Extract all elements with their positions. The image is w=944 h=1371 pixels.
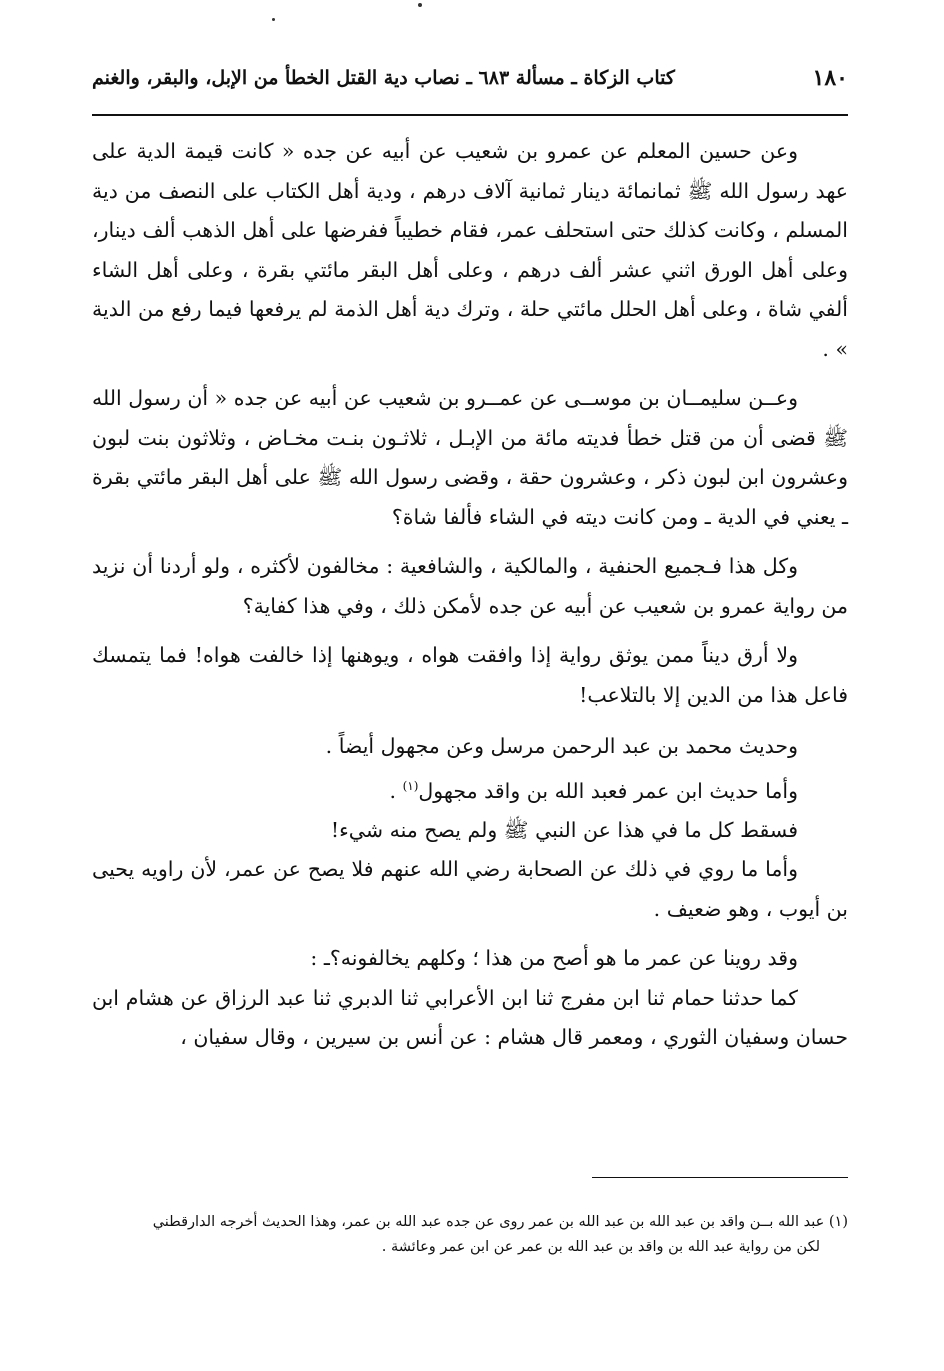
footnote-marker: (١) — [828, 1214, 848, 1230]
body-text — [92, 132, 848, 1068]
paragraph: كما حدثنا حمام ثنا ابن مفرج ثنا ابن الأعرابي ثنا الدبري ثنا عبد الرزاق عن هشام ابن حسان وسفيان الثوري ، ومعمر قال هشام : عن أنس بن سيرين ، وقال سفيان ، — [92, 985, 848, 1050]
footnote-text: عبد الله بــن واقد بن عبد الله بن عبد الله بن عمر روى عن جده عبد الله بن عمر، وهذا الحديث أخرجه الدارقطني — [152, 1214, 825, 1230]
paragraph: ولا أرق ديناً ممن يوثق رواية إذا وافقت هواه ، ويوهنها إذا خالفت هواه! فما يتمسك فاعل هذا من الدين إلا بالتلاعب! — [92, 643, 848, 707]
paragraph: وأما ما روي في ذلك عن الصحابة رضي الله عنهم فلا يصح عن عمر، لأن راويه يحيى بن أيوب ، وهو ضعيف . — [92, 857, 848, 921]
short-line: وحديث محمد بن عبد الرحمن مرسل وعن مجهول أيضاً . — [325, 734, 798, 758]
scan-speck — [272, 18, 275, 21]
short-line-with-footnote — [92, 767, 848, 811]
paragraph: وكل هذا فـجميع الحنفية ، والمالكية ، والشافعية : مخالفون لأكثره ، ولو أردنا أن نزيد من رواية عمرو بن شعيب عن أبيه عن جده لأمكن ذلك ، وفي هذا كفاية؟ — [92, 554, 848, 618]
short-line: فسقط كل ما في هذا عن النبي ﷺ ولم يصح منه شيء! — [330, 817, 798, 842]
scan-speck — [418, 3, 422, 7]
running-title: كتاب الزكاة ـ مسألة ٦٨٣ ـ نصاب دية القتل الخطأ من الإبل، والبقر، والغنم — [92, 67, 675, 89]
paragraph: وعن حسين المعلم عن عمرو بن شعيب عن أبيه عن جده « كانت قيمة الدية على عهد رسول الله ﷺ ثمانمائة دينار ثمانية آلاف درهم ، ودية أهل الكتاب على النصف من دية المسلم ، وكانت كذلك حتى استحلف عمر، فقام خطيباً ففرضها على أهل الذهب ألف دينار، وعلى أهل الورق اثني عشر ألف درهم ، وعلى أهل البقر مائتي بقرة ، وعلى أهل الشاء ألفي شاة ، وعلى أهل الحلل مائتي حلة ، وترك دية أهل الذمة لم يرفعها فيما رفع من الدية » . — [92, 139, 848, 361]
short-line-text: وأما حديث ابن عمر فعبد الله بن واقد مجهول — [418, 778, 798, 803]
footnotes — [92, 1210, 848, 1260]
paragraph: وعــن سليمــان بن موســى عن عمــرو بن شعيب عن أبيه عن جده « أن رسول الله ﷺ قضى أن من قتل خطأ فديته مائة من الإبـل ، ثلاثـون بنـت مخـاض ، وثلاثون بنت لبون وعشرون ابن لبون ذكر ، وعشرون حقة ، وقضى رسول الله ﷺ على أهل البقر مائتي بقرة ـ يعني في الدية ـ ومن كانت ديته في الشاء فألفا شاة؟ — [92, 386, 848, 529]
footnote-line — [92, 1210, 848, 1235]
page-number: ١٨٠ — [812, 65, 848, 91]
header-rule — [92, 114, 848, 116]
paragraph: وقد روينا عن عمر ما هو أصح من هذا ؛ وكلهم يخالفونه؟ـ : — [310, 946, 798, 971]
short-line-end: . — [389, 778, 403, 803]
page-header — [92, 58, 848, 98]
footnote-reference[interactable]: (١) — [402, 778, 419, 793]
footnote-line: لكن من رواية عبد الله بن واقد بن عبد الله بن عمر عن ابن عمر وعائشة . — [381, 1239, 820, 1255]
footnote-rule — [592, 1177, 848, 1178]
